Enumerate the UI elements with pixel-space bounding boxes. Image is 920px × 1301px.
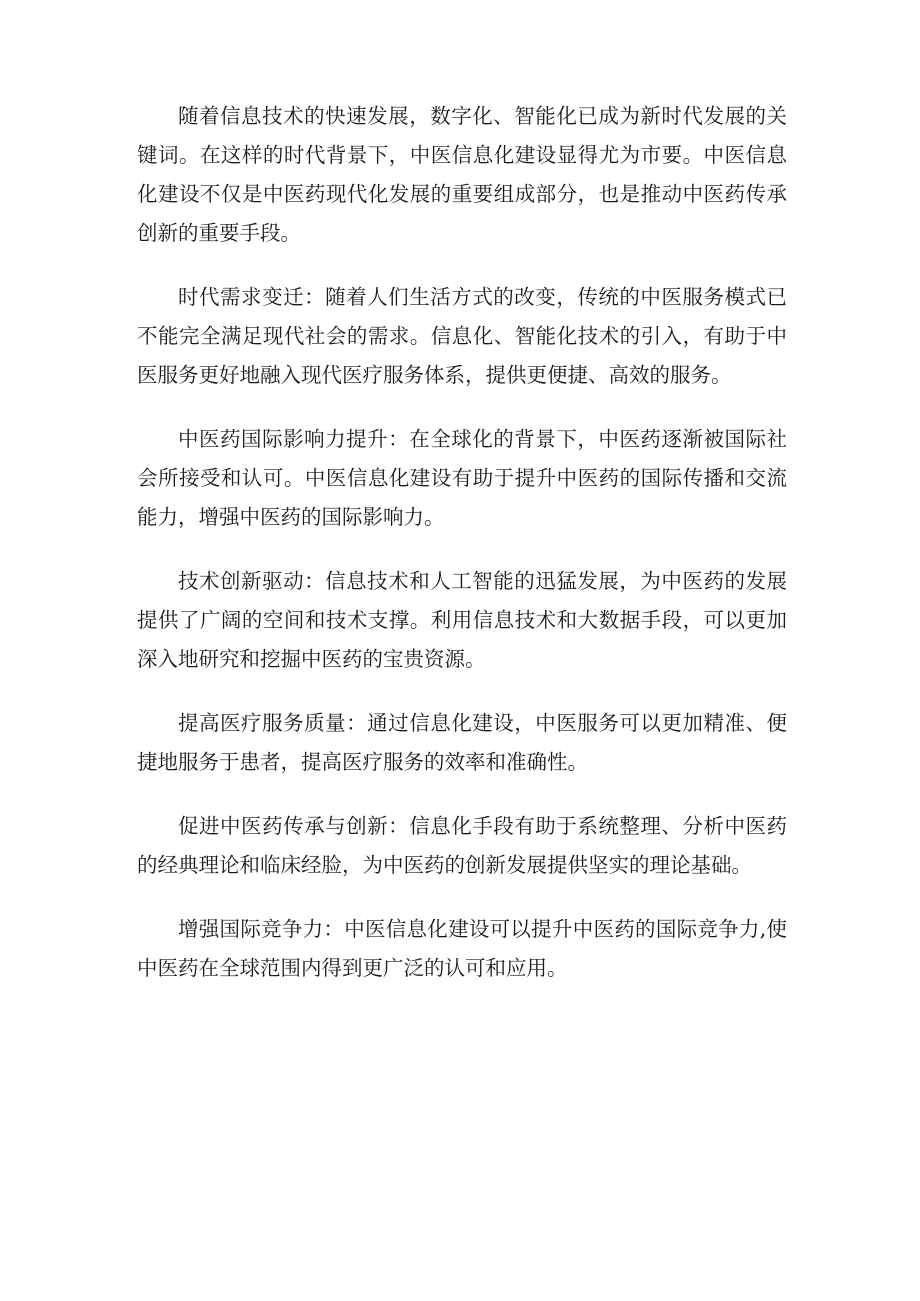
document-body bbox=[137, 97, 787, 1013]
paragraph-inheritance-innovation: 促进中医药传承与创新：信息化手段有助于系统整理、分析中医药的经典理论和临床经脸，为中医药的创新发展提供坚实的理论基础。 bbox=[137, 814, 787, 877]
paragraph-service-quality: 提高医疗服务质量：通过信息化建设，中医服务可以更加精准、便捷地服务于患者，提高医疗服务的效率和准确性。 bbox=[137, 711, 787, 774]
paragraph-era-demand: 时代需求变迁：随着人们生活方式的改变，传统的中医服务模式已不能完全满足现代社会的需求。信息化、智能化技术的引入，有助于中医服务更好地融入现代医疗服务体系，提供更便捷、高效的服务。 bbox=[137, 285, 787, 387]
paragraph-tech-innovation: 技术创新驱动：信息技术和人工智能的迅猛发展，为中医药的发展提供了广阔的空间和技术支撑。利用信息技术和大数据手段，可以更加深入地研究和挖掘中医药的宝贵资源。 bbox=[137, 569, 787, 671]
paragraph-international-influence: 中医药国际影响力提升：在全球化的背景下，中医药逐渐被国际社会所接受和认可。中医信息化建设有助于提升中医药的国际传播和交流能力，增强中医药的国际影响力。 bbox=[137, 427, 787, 529]
paragraph-competitiveness: 增强国际竞争力：中医信息化建设可以提升中医药的国际竞争力,使中医药在全球范围内得到更广泛的认可和应用。 bbox=[137, 917, 787, 980]
paragraph-intro: 随着信息技术的快速发展，数字化、智能化已成为新时代发展的关键词。在这样的时代背景下，中医信息化建设显得尤为市要。中医信息化建设不仅是中医药现代化发展的重要组成部分，也是推动中医药传承创新的重要手段。 bbox=[137, 104, 787, 245]
